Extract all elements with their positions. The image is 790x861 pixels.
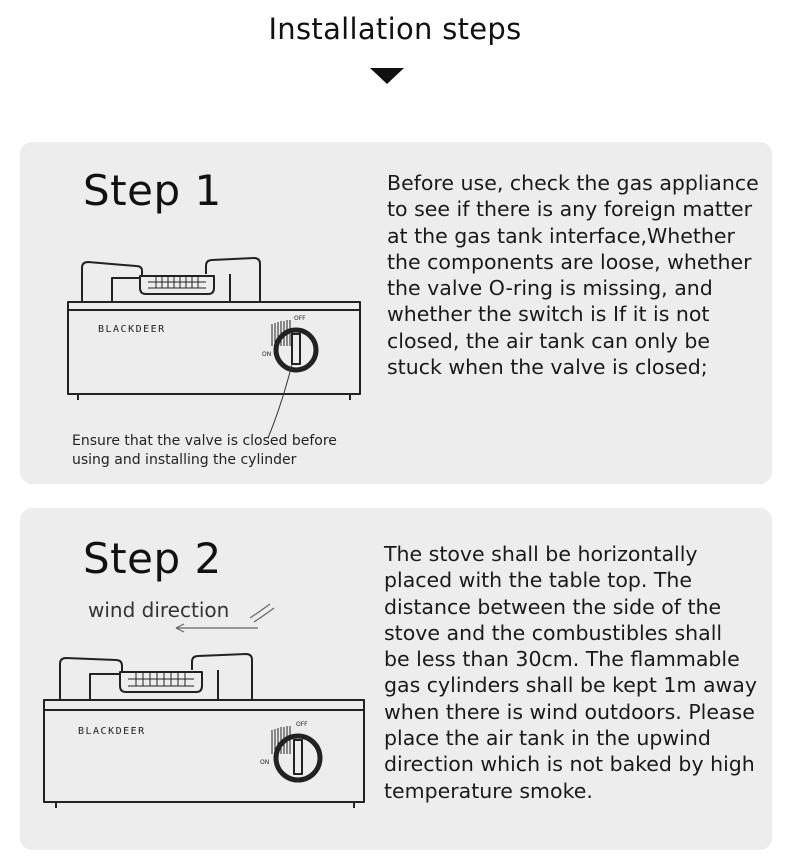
step-1-title: Step 1	[83, 166, 222, 215]
description-line: closed, the air tank can only be	[387, 328, 711, 353]
description-line: stove and the combustibles shall	[384, 620, 723, 645]
knob-on-label: ON	[262, 351, 272, 358]
step-2-description	[384, 541, 772, 804]
description-line: Before use, check the gas appliance	[387, 171, 759, 195]
description-line: stuck when the valve is closed;	[387, 355, 708, 380]
caption-line: using and installing the cylinder	[72, 451, 297, 468]
knob-off-label: OFF	[294, 315, 306, 322]
description-line: distance between the side of the	[384, 594, 722, 619]
brand-logo: BLACKDEER	[78, 726, 146, 737]
description-line: placed with the table top. The	[384, 568, 693, 593]
brand-logo: BLACKDEER	[98, 324, 166, 335]
step-2-card	[20, 508, 772, 850]
wind-direction-label: wind direction	[88, 598, 230, 622]
down-arrow-icon	[370, 68, 404, 84]
description-line: temperature smoke.	[384, 778, 593, 803]
description-line: when there is wind outdoors. Please	[384, 699, 755, 724]
step-1-card	[20, 142, 772, 484]
knob-on-label: ON	[260, 759, 270, 766]
description-line: direction which is not baked by high	[384, 752, 755, 777]
description-line: to see if there is any foreign matter	[387, 197, 753, 222]
knob-off-label: OFF	[296, 721, 308, 728]
step-1-description	[387, 170, 771, 380]
description-line: The stove shall be horizontally	[384, 542, 698, 566]
stove-illustration-step-2	[42, 648, 372, 828]
caption-line: Ensure that the valve is closed before	[72, 433, 337, 449]
description-line: be less than 30cm. The flammable	[384, 647, 740, 672]
description-line: whether the switch is If it is not	[387, 302, 710, 327]
step-1-caption	[72, 432, 337, 469]
description-line: at the gas tank interface,Whether	[387, 223, 735, 248]
description-line: the valve O-ring is missing, and	[387, 276, 713, 301]
wind-arrow-icon	[170, 600, 280, 632]
step-2-title: Step 2	[83, 534, 222, 583]
description-line: place the air tank in the upwind	[384, 726, 711, 751]
description-line: gas cylinders shall be kept 1m away	[384, 673, 757, 698]
page-title: Installation steps	[268, 12, 522, 46]
stove-illustration-step-1	[60, 254, 370, 434]
description-line: the components are loose, whether	[387, 249, 752, 274]
